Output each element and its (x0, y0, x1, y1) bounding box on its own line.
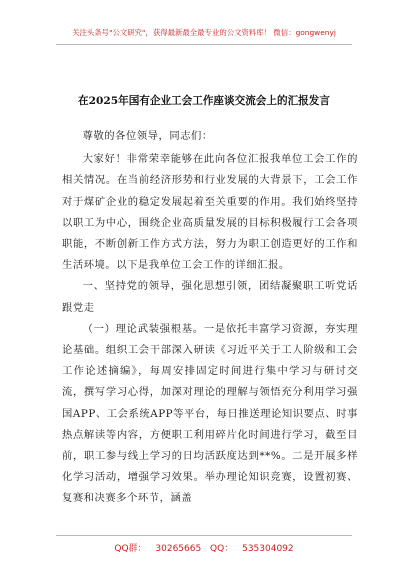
greeting: 尊敬的各位领导，同志们： (82, 130, 213, 142)
header-banner: 关注头条号"公文研究"，获得最新最全最专业的公文资料库！ 微信：gongwenyj (56, 22, 352, 45)
document-title: 在2025年国有企业工会工作座谈交流会上的汇报发言 (78, 95, 330, 107)
section-heading: 一、坚持党的领导，强化思想引领，团结凝聚职工听党话跟党走 (62, 280, 358, 314)
footer-contact: QQ群： 30265665 QQ： 535304092 (56, 535, 352, 554)
paragraph-intro: 大家好！非常荣幸能够在此向各位汇报我单位工会工作的相关情况。在当前经济形势和行业发展的大背景下，工会工作对于煤矿企业的稳定发展起着至关重要的作用。我们始终坚持以职工为中心，围绕企业高质量发展的目标积极履行工会各项职能，不断创新工作方式方法，努力为职工创造更好的工作和生活环境。以下是我单位工会工作的详细汇报。 (62, 153, 358, 272)
paragraph-theory: （一）理论武装强根基。一是依托丰富学习资源，夯实理论基础。组织工会干部深入研读《习近平关于工人阶级和工会工作论述摘编》，每周安排固定时间进行集中学习与研讨交流，撰写学习心得，加深对理论的理解与领悟充分利用学习强国APP、工会系统APP等平台，每日推送理论知识要点、时事热点解读等内容，方便职工利用碎片化时间进行学习，截至目前，职工参与线上学习的日均活跃度达到**%。二是开展多样化学习活动，增强学习效果。举办理论知识竞赛，设置初赛、复赛和决赛多个环节，涵盖 (62, 322, 358, 505)
document-body (62, 118, 358, 510)
